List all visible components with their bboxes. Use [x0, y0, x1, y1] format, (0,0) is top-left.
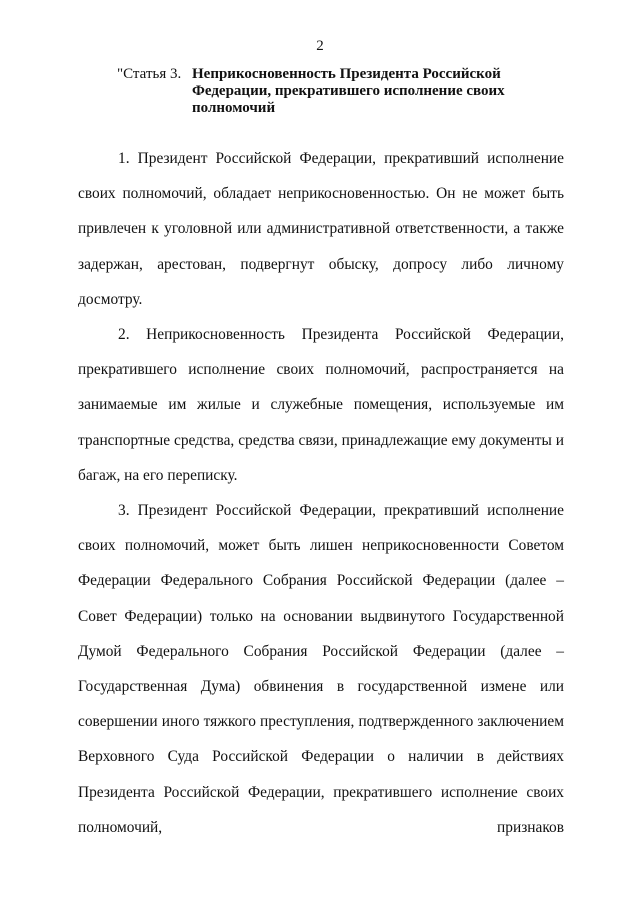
- article-body: [78, 141, 564, 845]
- paragraph-1: 1. Президент Российской Федерации, прекративший исполнение своих полномочий, обладает неприкосновенностью. Он не может быть привлечен к уголовной или административной ответственности, а также задержан, арестован, подвергнут обыску, допросу либо личному досмотру.: [78, 150, 564, 308]
- paragraph-2: 2. Неприкосновенность Президента Российской Федерации, прекратившего исполнение своих полномочий, распространяется на занимаемые им жилые и служебные помещения, используемые им транспортные средства, средства связи, принадлежащие ему документы и багаж, на его переписку.: [78, 326, 564, 484]
- article-label: "Статья 3.: [117, 66, 182, 82]
- article-title: Неприкосновенность Президента Российской Федерации, прекратившего исполнение своих полномочий: [192, 66, 505, 116]
- page-number: 2: [316, 38, 324, 54]
- paragraph-3: 3. Президент Российской Федерации, прекративший исполнение своих полномочий, может быть лишен неприкосновенности Советом Федерации Федерального Собрания Российской Федерации (далее – Совет Федерации) только на основании выдвинутого Государственной Думой Федерального Собрания Российской Федерации (далее – Государственная Дума) обвинения в государственной измене или совершении иного тяжкого преступления, подтвержденного заключением Верховного Суда Российской Федерации о наличии в действиях Президента Российской Федерации, прекратившего исполнение своих полномочий, признаков: [78, 502, 564, 836]
- article-heading: [117, 66, 522, 117]
